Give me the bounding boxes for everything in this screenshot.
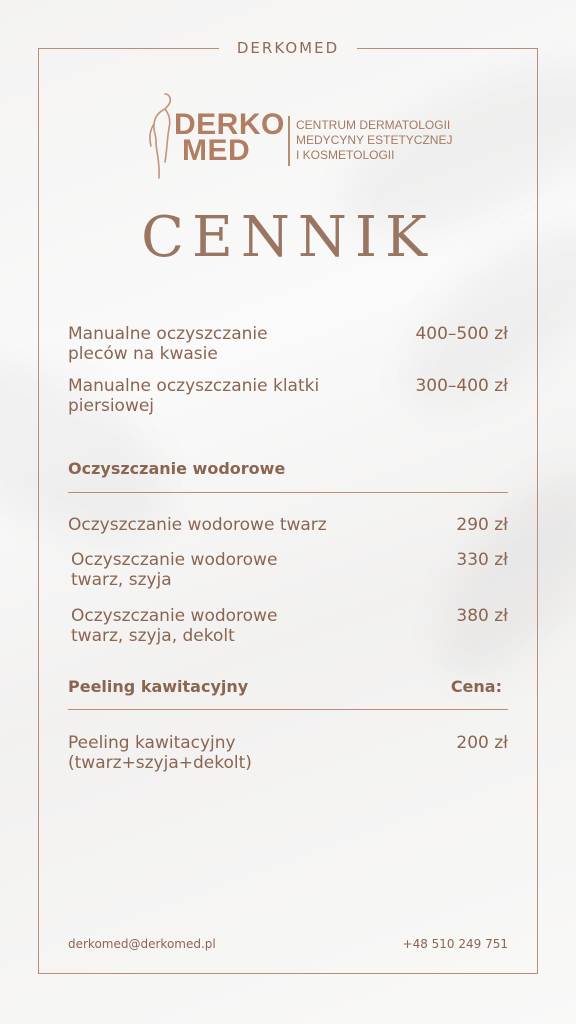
- logo-tagline-line2: MEDYCYNY ESTETYCZNEJ: [296, 133, 453, 147]
- section-divider: [68, 709, 508, 710]
- logo-word-line2: MED: [182, 134, 251, 167]
- section-divider: [68, 492, 508, 493]
- item-name-line1: Manualne oczyszczanie klatki: [68, 376, 320, 396]
- item-price: 290 zł: [456, 515, 508, 535]
- item-name-line1: Manualne oczyszczanie: [68, 324, 268, 344]
- logo-divider: [288, 116, 290, 166]
- item-name: [68, 376, 319, 416]
- item-name: [68, 324, 268, 364]
- section-heading-text: Peeling kawitacyjny: [68, 677, 249, 696]
- section-heading-cavitation: [68, 677, 508, 697]
- item-price: 400–500 zł: [415, 324, 508, 344]
- item-name-line2: piersiowej: [68, 396, 155, 416]
- item-price: 380 zł: [456, 606, 508, 626]
- item-price: 330 zł: [456, 550, 508, 570]
- item-name: [71, 550, 277, 590]
- item-name-line2: twarz, szyja: [71, 570, 172, 590]
- logo-tagline-line3: I KOSMETOLOGII: [296, 148, 395, 162]
- item-name-line1: Oczyszczanie wodorowe: [71, 550, 278, 570]
- logo: [140, 90, 460, 190]
- price-item: [68, 550, 508, 594]
- section-heading-text: Oczyszczanie wodorowe: [68, 459, 286, 478]
- logo-tagline-line1: CENTRUM DERMATOLOGII: [296, 118, 451, 132]
- item-name: [71, 606, 277, 646]
- item-name-line2: pleców na kwasie: [68, 344, 218, 364]
- item-name: [68, 515, 327, 535]
- brand-label-text: DERKOMED: [219, 37, 357, 59]
- logo-word-line1: DERKO: [174, 108, 285, 141]
- item-price: 300–400 zł: [415, 376, 508, 396]
- price-column-header: Cena:: [450, 677, 502, 696]
- item-name-line2: twarz, szyja, dekolt: [71, 626, 235, 646]
- section-heading-hydrogen: [68, 459, 508, 479]
- item-name-line1: Oczyszczanie wodorowe twarz: [68, 515, 327, 535]
- price-item: [68, 515, 508, 537]
- item-name-line1: Oczyszczanie wodorowe: [71, 606, 278, 626]
- footer-email-link[interactable]: derkomed@derkomed.pl: [68, 937, 216, 951]
- price-item: [68, 376, 508, 420]
- item-name: [68, 733, 252, 773]
- item-price: 200 zł: [456, 733, 508, 753]
- item-name-line1: Peeling kawitacyjny: [68, 733, 236, 753]
- page-title: CENNIK: [141, 205, 435, 270]
- logo-wordmark: [174, 108, 285, 167]
- logo-tagline: [296, 118, 452, 163]
- price-item: [68, 733, 508, 777]
- footer-phone[interactable]: +48 510 249 751: [402, 937, 508, 951]
- item-name-line2: (twarz+szyja+dekolt): [68, 753, 252, 773]
- price-item: [68, 606, 508, 650]
- price-item: [68, 324, 508, 368]
